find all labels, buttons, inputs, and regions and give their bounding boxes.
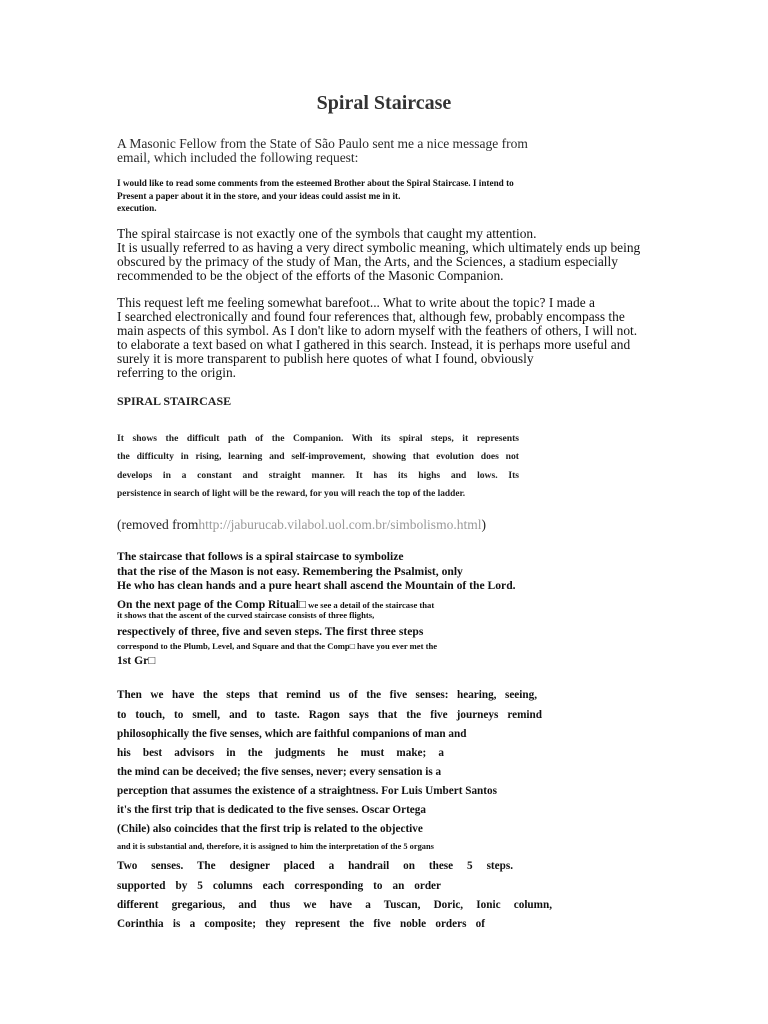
quote2-line-4: persistence in search of light will be the reward, for you will reach the top of the ladder. <box>117 489 466 499</box>
para2-line-2: I searched electronically and found four references that, although few, probably encompass the <box>117 309 625 324</box>
part4-line-11: supported by 5 columns each corresponding to an order <box>117 880 441 892</box>
part4-line-6: perception that assumes the existence of a straightness. For Luis Umbert Santos <box>117 785 497 797</box>
part4-line-7: it's the first trip that is dedicated to the five senses. Oscar Ortega <box>117 804 426 816</box>
section-heading: SPIRAL STAIRCASE <box>117 394 232 408</box>
part3-line-2: that the rise of the Mason is not easy. Remembering the Psalmist, only <box>117 565 463 578</box>
quote2-line-1: It shows the difficult path of the Companion. With its spiral steps, it represents <box>117 433 519 444</box>
part4-line-12: different gregarious, and thus we have a Tuscan, Doric, Ionic column, <box>117 899 552 911</box>
part4-line-3: philosophically the five senses, which are faithful companions of man and <box>117 728 467 740</box>
part3-line-3: He who has clean hands and a pure heart shall ascend the Mountain of the Lord. <box>117 579 516 592</box>
para2-line-3: main aspects of this symbol. As I don't like to adorn myself with the feathers of others, I will not. <box>117 323 638 338</box>
para2-line-4: to elaborate a text based on what I gathered in this search. Instead, it is perhaps more useful and <box>117 337 631 352</box>
intro-line-1: A Masonic Fellow from the State of São Paulo sent me a nice message from <box>117 136 528 151</box>
part4-line-10: Two senses. The designer placed a handrail on these 5 steps. <box>117 860 513 872</box>
source-suffix: ) <box>481 517 486 532</box>
request-quote-line-1: I would like to read some comments from the esteemed Brother about the Spiral Staircase. I intend to <box>117 178 514 188</box>
quote2-line-3: develops in a constant and straight manner. It has its highs and lows. Its <box>117 470 519 481</box>
quote2-line-2: the difficulty in rising, learning and self-improvement, showing that evolution does not <box>117 451 519 462</box>
request-quote-line-2: Present a paper about it in the store, and your ideas could assist me in it. <box>117 191 401 201</box>
part4-line-1: Then we have the steps that remind us of the five senses: hearing, seeing, <box>117 689 537 701</box>
request-quote-line-3: execution. <box>117 203 157 213</box>
para2-line-5: surely it is more transparent to publish here quotes of what I found, obviously <box>117 351 534 366</box>
source-prefix: (removed from <box>117 517 199 532</box>
intro-line-2: email, which included the following request: <box>117 150 359 165</box>
part3-line-1: The staircase that follows is a spiral staircase to symbolize <box>117 550 404 563</box>
part4-line-8: (Chile) also coincides that the first trip is related to the objective <box>117 823 423 835</box>
page-title: Spiral Staircase <box>316 92 452 114</box>
part3-line-6: respectively of three, five and seven steps. The first three steps <box>117 625 424 638</box>
part4-line-13: Corinthia is a composite; they represent the five noble orders of <box>117 918 485 930</box>
part4-line-2: to touch, to smell, and to taste. Ragon says that the five journeys remind <box>117 709 542 721</box>
part4-line-9: and it is substantial and, therefore, it is assigned to him the interpretation of the 5 organs <box>117 842 434 851</box>
part3-line-7 <box>117 641 437 651</box>
part3-line-4b: we see a detail of the staircase that <box>305 600 435 610</box>
part3-line-4a: On the next page of the Comp Ritual□ <box>117 598 306 611</box>
para1-line-4: recommended to be the object of the efforts of the Masonic Companion. <box>117 268 504 283</box>
para1-line-3: obscured by the primacy of the study of Man, the Arts, and the Sciences, a stadium especially <box>117 254 618 269</box>
para2-line-6: referring to the origin. <box>117 365 236 380</box>
part3-line-8: 1st Gr□ <box>117 654 156 667</box>
source-citation <box>117 517 486 533</box>
para1-line-2: It is usually referred to as having a very direct symbolic meaning, which ultimately ends up being <box>117 240 641 255</box>
para1-line-1: The spiral staircase is not exactly one of the symbols that caught my attention. <box>117 226 537 241</box>
part4-line-5: the mind can be deceived; the five senses, never; every sensation is a <box>117 766 442 778</box>
part3-line-7b: have you ever met the <box>354 641 438 651</box>
part4-line-4: his best advisors in the judgments he must make; a <box>117 747 444 759</box>
part3-line-7a: correspond to the Plumb, Level, and Square and that the Comp□ <box>117 641 355 651</box>
para2-line-1: This request left me feeling somewhat barefoot... What to write about the topic? I made a <box>117 295 595 310</box>
source-link[interactable]: http://jaburucab.vilabol.uol.com.br/simbolismo.html <box>198 517 482 532</box>
part3-line-5: it shows that the ascent of the curved staircase consists of three flights, <box>117 610 375 620</box>
